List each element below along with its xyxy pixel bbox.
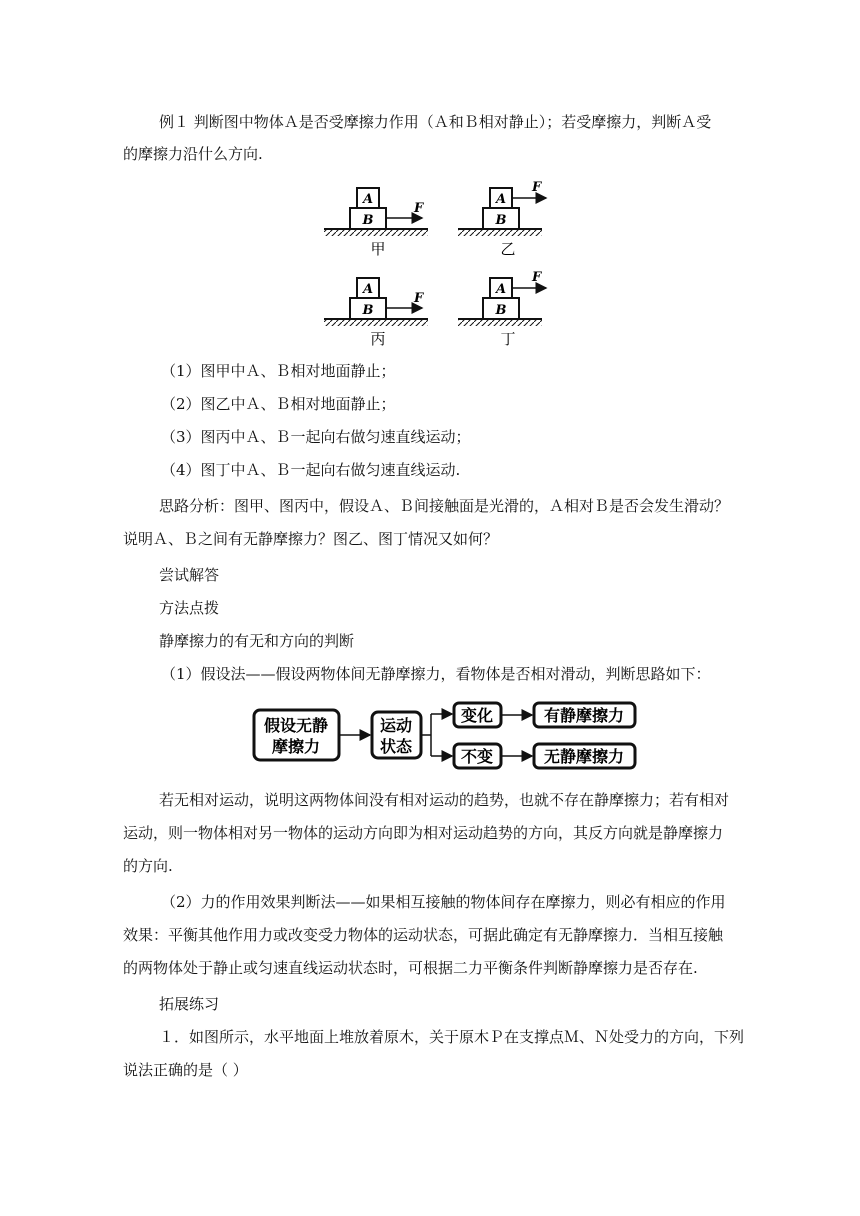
flow-start-line-1: 假设无静: [263, 716, 329, 735]
flow-none-label: 无静摩擦力: [543, 747, 625, 766]
block-b-label: B: [362, 303, 374, 318]
flow-nochange-label: 不变: [460, 747, 494, 766]
heading-method: 方法点拨: [159, 599, 220, 617]
force-label: F: [532, 180, 542, 195]
condition-2: （2）图乙中Ａ、Ｂ相对地面静止；: [161, 395, 396, 413]
block-a-label: A: [495, 282, 507, 297]
flow-state-line-2: 状态: [379, 737, 413, 756]
block-b-label: B: [362, 213, 374, 228]
flow-state-line-1: 运动: [379, 716, 413, 735]
heading-practice: 拓展练习: [159, 995, 220, 1013]
flow-diagram: [248, 700, 640, 772]
diagram-jia: [324, 188, 428, 258]
block-a-label: A: [495, 192, 507, 207]
method-2-line-3: 的两物体处于静止或匀速直线运动状态时，可根据二力平衡条件判断静摩擦力是否存在.: [123, 959, 698, 977]
caption-bing: 丙: [370, 330, 386, 348]
condition-4: （4）图丁中Ａ、Ｂ一起向右做匀速直线运动.: [161, 461, 461, 479]
analysis-line-1: 思路分析：图甲、图丙中，假设Ａ、Ｂ间接触面是光滑的，Ａ相对Ｂ是否会发生滑动？: [159, 497, 730, 515]
caption-ding: 丁: [500, 330, 516, 348]
caption-yi: 乙: [500, 240, 516, 258]
caption-jia: 甲: [370, 240, 386, 258]
method-1-line: （1）假设法——假设两物体间无静摩擦力，看物体是否相对滑动，判断思路如下：: [161, 665, 711, 683]
flow-start-line-2: 摩擦力: [271, 737, 321, 756]
method-2-line-2: 效果：平衡其他作用力或改变受力物体的运动状态，可据此确定有无静摩擦力．当相互接触: [123, 926, 724, 944]
diagram-bing: [324, 278, 428, 348]
topic-title: 静摩擦力的有无和方向的判断: [159, 632, 355, 650]
example-line-1: 例１ 判断图中物体Ａ是否受摩擦力作用（Ａ和Ｂ相对静止）；若受摩擦力，判断Ａ受: [159, 113, 712, 131]
block-a-label: A: [362, 282, 374, 297]
force-label: F: [414, 291, 424, 306]
question-1-line-1: １．如图所示，水平地面上堆放着原木，关于原木Ｐ在支撑点Ｍ、Ｎ处受力的方向，下列: [159, 1028, 745, 1046]
heading-attempt: 尝试解答: [159, 566, 220, 584]
condition-3: （3）图丙中Ａ、Ｂ一起向右做匀速直线运动；: [161, 428, 471, 446]
block-b-label: B: [495, 213, 507, 228]
block-diagram-figure: [318, 178, 548, 350]
method-2-line-1: （2）力的作用效果判断法——如果相互接触的物体间存在摩擦力，则必有相应的作用: [161, 893, 726, 911]
analysis-line-2: 说明Ａ、Ｂ之间有无静摩擦力？图乙、图丁情况又如何？: [123, 530, 499, 548]
force-label: F: [414, 201, 424, 216]
diagram-ding: [458, 270, 546, 348]
explain-line-3: 的方向.: [123, 857, 173, 875]
explain-line-1: 若无相对运动，说明这两物体间没有相对运动的趋势，也就不存在静摩擦力；若有相对: [159, 791, 730, 809]
force-label: F: [532, 270, 542, 285]
block-a-label: A: [362, 192, 374, 207]
diagram-yi: [458, 180, 546, 258]
flow-change-label: 变化: [460, 706, 494, 725]
flow-has-label: 有静摩擦力: [543, 706, 625, 725]
explain-line-2: 运动，则一物体相对另一物体的运动方向即为相对运动趋势的方向，其反方向就是静摩擦力: [123, 824, 724, 842]
question-1-line-2: 说法正确的是（ ）: [123, 1061, 248, 1079]
condition-1: （1）图甲中Ａ、Ｂ相对地面静止；: [161, 362, 396, 380]
example-line-2: 的摩擦力沿什么方向.: [123, 145, 263, 163]
block-b-label: B: [495, 303, 507, 318]
